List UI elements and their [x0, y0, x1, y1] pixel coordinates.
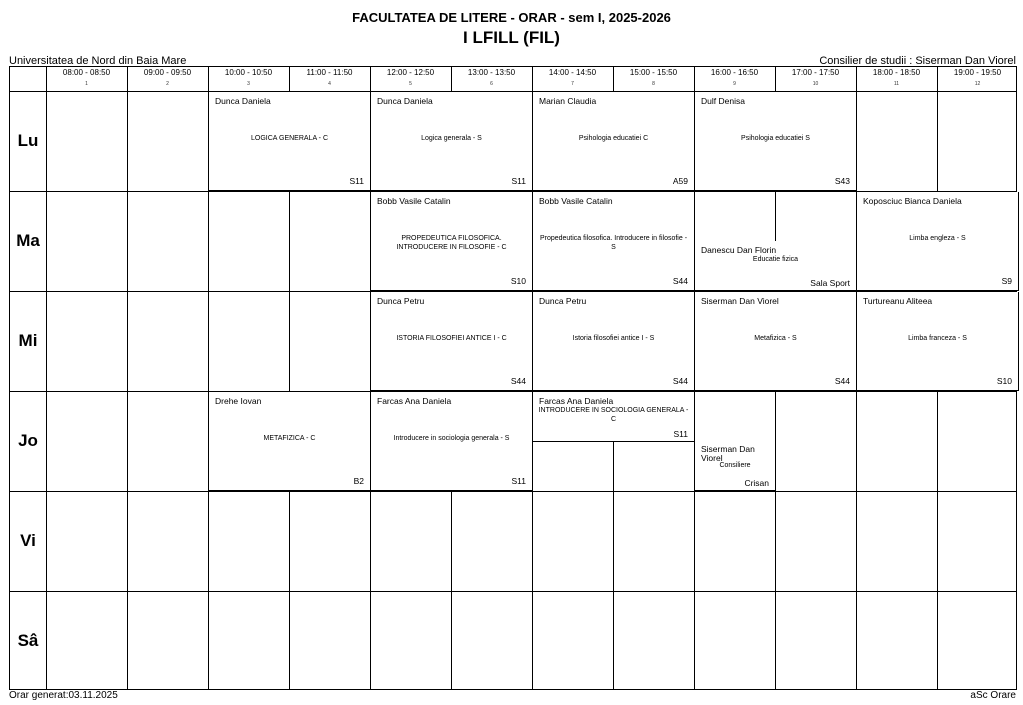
lesson-teacher: Dunca Daniela — [215, 96, 271, 106]
lesson-card[interactable] — [695, 292, 857, 391]
lesson-room: S11 — [349, 176, 364, 186]
lesson-teacher: Danescu Dan Florin — [701, 245, 777, 255]
lesson-room: S10 — [996, 376, 1012, 386]
period-time: 18:00 - 18:50 — [872, 68, 921, 77]
study-advisor: Consilier de studii : Siserman Dan Viorel — [819, 55, 1016, 67]
day-label: Vi — [20, 531, 36, 550]
day-label: Ma — [16, 231, 40, 250]
period-time: 15:00 - 15:50 — [629, 68, 678, 77]
lesson-subject: Introducere in sociologia generala - S — [393, 435, 510, 442]
lesson-room: Crisan — [744, 478, 769, 488]
lesson-card[interactable] — [371, 192, 533, 291]
lesson-card[interactable] — [533, 292, 695, 391]
period-number: 7 — [571, 81, 574, 87]
lesson-teacher: Farcas Ana Daniela — [539, 396, 614, 406]
lesson-teacher: Siserman Dan Viorel — [701, 444, 755, 463]
lesson-teacher: Dunca Petru — [539, 296, 587, 306]
lesson-card[interactable] — [695, 441, 776, 491]
lesson-subject: Propedeutica filosofica. Introducere in filosofie - S — [539, 235, 688, 251]
lesson-subject: Istoria filosofiei antice I - S — [572, 335, 655, 342]
generated-date: Orar generat:03.11.2025 — [9, 690, 118, 701]
lesson-card[interactable] — [209, 392, 371, 491]
lesson-room: S11 — [511, 176, 526, 186]
lesson-subject: Educatie fizica — [752, 256, 799, 263]
period-number: 1 — [85, 81, 88, 87]
lesson-room: S44 — [672, 276, 688, 286]
period-number: 10 — [812, 81, 819, 87]
period-time: 19:00 - 19:50 — [953, 68, 1002, 77]
day-label: Jo — [18, 431, 38, 450]
lesson-card[interactable] — [533, 192, 695, 291]
software-credit: aSc Orare — [970, 690, 1016, 701]
period-number: 12 — [974, 81, 981, 87]
period-number: 4 — [328, 81, 331, 87]
lesson-subject: Limba franceza - S — [908, 335, 967, 342]
lesson-subject: Consiliere — [719, 462, 751, 469]
lesson-card[interactable] — [209, 92, 371, 191]
lesson-card[interactable] — [533, 92, 695, 191]
lesson-teacher: Farcas Ana Daniela — [377, 396, 452, 406]
period-number: 11 — [893, 81, 900, 87]
lesson-subject: LOGICA GENERALA - C — [250, 135, 329, 142]
lesson-subject: Metafizica - S — [754, 335, 797, 342]
lesson-teacher: Bobb Vasile Catalin — [377, 196, 451, 206]
lesson-room: S44 — [834, 376, 850, 386]
lesson-card[interactable] — [857, 292, 1019, 391]
row-divider — [10, 591, 1016, 592]
lesson-room: S44 — [672, 376, 688, 386]
lesson-subject: Logica generala - S — [421, 135, 482, 142]
period-time: 14:00 - 14:50 — [548, 68, 597, 77]
lesson-teacher: Koposciuc Bianca Daniela — [863, 196, 962, 206]
lesson-subject: Psihologia educatiei S — [741, 135, 810, 142]
university-name: Universitatea de Nord din Baia Mare — [9, 55, 187, 67]
lesson-teacher: Bobb Vasile Catalin — [539, 196, 613, 206]
period-number: 2 — [166, 81, 169, 87]
lesson-subject: Limba engleza - S — [909, 235, 966, 242]
day-label: Lu — [17, 131, 39, 150]
page-title: FACULTATEA DE LITERE - ORAR - sem I, 2025-2026 — [352, 10, 671, 25]
lesson-card[interactable] — [533, 392, 695, 442]
lesson-room: Sala Sport — [810, 278, 850, 288]
lesson-room: S9 — [1001, 276, 1012, 286]
lesson-subject: Psihologia educatiei C — [578, 135, 649, 142]
period-time: 09:00 - 09:50 — [143, 68, 192, 77]
column-divider — [127, 67, 128, 689]
lesson-teacher: Siserman Dan Viorel — [701, 296, 779, 306]
lesson-room: S43 — [834, 176, 850, 186]
class-name: I LFILL (FIL) — [463, 28, 560, 47]
period-number: 3 — [247, 81, 250, 87]
period-time: 11:00 - 11:50 — [306, 68, 353, 77]
day-label: Sâ — [17, 631, 39, 650]
lesson-room: S44 — [510, 376, 526, 386]
lesson-teacher: Dulf Denisa — [701, 96, 745, 106]
period-time: 13:00 - 13:50 — [467, 68, 516, 77]
row-divider — [10, 491, 1016, 492]
lesson-teacher: Marian Claudia — [539, 96, 597, 106]
lesson-card[interactable] — [695, 92, 857, 191]
lesson-card[interactable] — [857, 192, 1019, 291]
lesson-teacher: Dunca Daniela — [377, 96, 433, 106]
period-time: 08:00 - 08:50 — [62, 68, 111, 77]
period-number: 8 — [652, 81, 655, 87]
day-label: Mi — [18, 331, 38, 350]
lesson-card[interactable] — [371, 92, 533, 191]
period-time: 17:00 - 17:50 — [791, 68, 840, 77]
period-time: 10:00 - 10:50 — [224, 68, 273, 77]
lesson-room: B2 — [353, 476, 364, 486]
lesson-subject: PROPEDEUTICA FILOSOFICA. INTRODUCERE IN FILOSOFIE - C — [396, 235, 507, 251]
lesson-room: S10 — [510, 276, 526, 286]
period-time: 12:00 - 12:50 — [386, 68, 435, 77]
period-time: 16:00 - 16:50 — [710, 68, 759, 77]
lesson-subject: INTRODUCERE IN SOCIOLOGIA GENERALA - C — [538, 407, 689, 423]
lesson-room: A59 — [672, 176, 688, 186]
lesson-room: S11 — [511, 476, 526, 486]
timetable-grid — [9, 66, 1017, 690]
lesson-subject: ISTORIA FILOSOFIEI ANTICE I - C — [396, 335, 507, 342]
period-number: 5 — [409, 81, 412, 87]
lesson-teacher: Drehe Iovan — [215, 396, 262, 406]
lesson-teacher: Dunca Petru — [377, 296, 425, 306]
lesson-card[interactable] — [695, 241, 857, 291]
lesson-card[interactable] — [371, 392, 533, 491]
column-divider — [46, 67, 47, 689]
lesson-card[interactable] — [371, 292, 533, 391]
period-number: 6 — [490, 81, 493, 87]
lesson-teacher: Turtureanu Aliteea — [863, 296, 933, 306]
period-number: 9 — [733, 81, 736, 87]
lesson-subject: METAFIZICA - C — [263, 435, 316, 442]
lesson-room: S11 — [673, 429, 688, 439]
